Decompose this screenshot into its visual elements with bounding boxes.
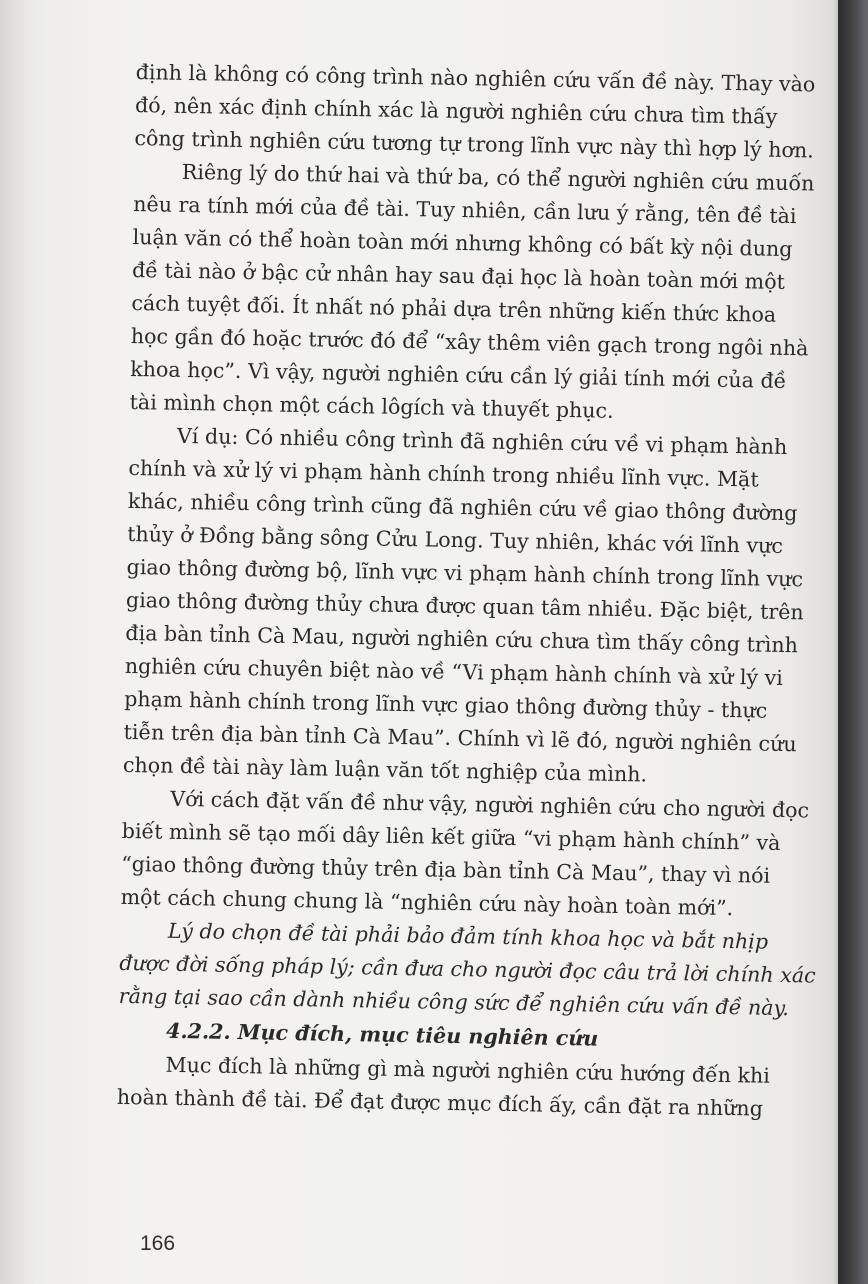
body-line: học gần đó hoặc trước đó để “xây thêm viên gạch trong ngôi nhà [130, 323, 809, 361]
body-line: luận văn có thể hoàn toàn mới nhưng không có bất kỳ nội dung [132, 224, 793, 262]
body-line: đó, nên xác định chính xác là người nghiên cứu chưa tìm thấy [134, 92, 778, 129]
body-line: hoàn thành đề tài. Để đạt được mục đích ấy, cần đặt ra những [116, 1084, 764, 1121]
body-line: định là không có công trình nào nghiên cứu vấn đề này. Thay vào [135, 59, 816, 97]
body-line: nghiên cứu chuyên biệt nào về “Vi phạm hành chính và xử lý vi [124, 653, 784, 690]
section-heading: 4.2.2. Mục đích, mục tiêu nghiên cứu [165, 1018, 599, 1051]
body-line: công trình nghiên cứu tương tự trong lĩnh vực này thì hợp lý hơn. [134, 125, 814, 163]
body-line: chính và xử lý vi phạm hành chính trong nhiều lĩnh vực. Mặt [128, 455, 759, 492]
page-body-text [116, 56, 816, 1121]
body-line: chọn đề tài này làm luận văn tốt nghiệp của mình. [122, 752, 648, 787]
page-number: 166 [140, 1232, 176, 1255]
body-line: tài mình chọn một cách lôgích và thuyết phục. [129, 389, 614, 423]
italic-line: Lý do chọn đề tài phải bảo đảm tính khoa học và bắt nhịp [167, 918, 769, 954]
body-line: giao thông đường thủy chưa được quan tâm nhiều. Đặc biệt, trên [125, 587, 804, 625]
body-line: Riêng lý do thứ hai và thứ ba, có thể người nghiên cứu muốn [181, 159, 815, 196]
body-line: một cách chung chung là “nghiên cứu này hoàn toàn mới”. [120, 884, 734, 921]
italic-line: rằng tại sao cần dành nhiều công sức để nghiên cứu vấn đề này. [118, 983, 790, 1021]
body-line: nêu ra tính mới của đề tài. Tuy nhiên, cần lưu ý rằng, tên đề tài [133, 191, 797, 229]
body-line: khác, nhiều công trình cũng đã nghiên cứu về giao thông đường [127, 488, 798, 526]
body-line: tiễn trên địa bàn tỉnh Cà Mau”. Chính vì lẽ đó, người nghiên cứu [123, 719, 797, 757]
adjacent-page-edge [838, 0, 868, 1284]
body-line: Mục đích là những gì mà người nghiên cứu hướng đến khi [165, 1052, 771, 1088]
italic-line: được đời sống pháp lý; cần đưa cho người đọc câu trả lời chính xác [119, 950, 816, 988]
body-line: giao thông đường bộ, lĩnh vực vi phạm hành chính trong lĩnh vực [126, 554, 804, 592]
body-line: biết mình sẽ tạo mối dây liên kết giữa “vi phạm hành chính” và [121, 818, 781, 855]
body-line: “giao thông đường thủy trên địa bàn tỉnh Cà Mau”, thay vì nói [120, 851, 771, 888]
body-line: khoa học”. Vì vậy, người nghiên cứu cần lý giải tính mới của đề [130, 356, 787, 393]
body-line: Với cách đặt vấn đề như vậy, người nghiên cứu cho người đọc [170, 786, 810, 823]
body-line: Ví dụ: Có nhiều công trình đã nghiên cứu về vi phạm hành [176, 423, 788, 459]
body-line: cách tuyệt đối. Ít nhất nó phải dựa trên những kiến thức khoa [131, 290, 777, 327]
body-line: địa bàn tỉnh Cà Mau, người nghiên cứu chưa tìm thấy công trình [125, 620, 799, 658]
body-line: phạm hành chính trong lĩnh vực giao thông đường thủy - thực [123, 686, 768, 723]
body-line: đề tài nào ở bậc cử nhân hay sau đại học là hoàn toàn mới một [131, 257, 786, 294]
body-line: thủy ở Đồng bằng sông Cửu Long. Tuy nhiên, khác với lĩnh vực [127, 521, 784, 558]
